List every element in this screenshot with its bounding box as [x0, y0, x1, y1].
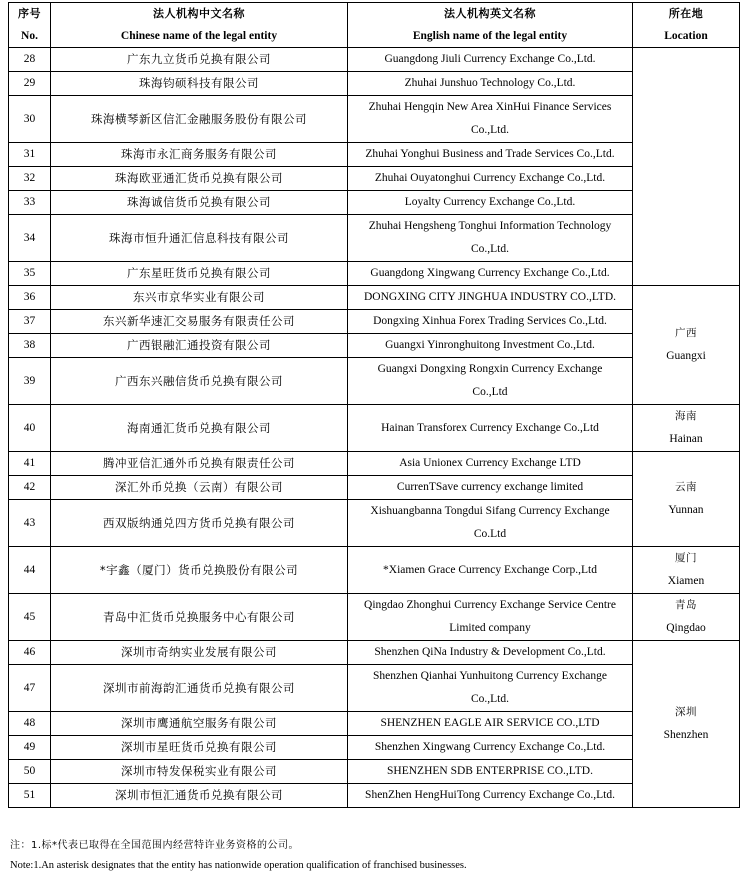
english-name-line: Asia Unionex Currency Exchange LTD — [399, 457, 581, 469]
chinese-name-cell: 珠海市恒升通汇信息科技有限公司 — [51, 215, 348, 262]
english-name-cell — [348, 286, 633, 310]
row-number: 44 — [9, 547, 51, 594]
english-name-line: SHENZHEN SDB ENTERPRISE CO.,LTD. — [387, 765, 593, 777]
row-number: 49 — [9, 736, 51, 760]
table-row — [9, 547, 740, 594]
table-row — [9, 641, 740, 665]
english-name-line: Dongxing Xinhua Forex Trading Services Co.,Ltd. — [373, 315, 607, 327]
location-cell — [633, 547, 740, 594]
chinese-name-cell: 东兴新华速汇交易服务有限责任公司 — [51, 310, 348, 334]
english-name-line: Co.,Ltd. — [470, 124, 509, 136]
table-row — [9, 167, 740, 191]
location-english: Yunnan — [668, 504, 704, 516]
table-row — [9, 48, 740, 72]
table-row — [9, 96, 740, 143]
chinese-name-cell: 广东九立货币兑换有限公司 — [51, 48, 348, 72]
english-name-line: *Xiamen Grace Currency Exchange Corp.,Ltd — [383, 563, 597, 576]
table-row — [9, 405, 740, 452]
location-cell — [633, 405, 740, 452]
english-name-line: Co.,Ltd. — [470, 243, 509, 255]
table-row — [9, 72, 740, 96]
location-english: Hainan — [669, 433, 703, 445]
english-name-cell — [348, 405, 633, 452]
table-row — [9, 784, 740, 808]
english-name-cell — [348, 547, 633, 594]
row-number: 43 — [9, 500, 51, 547]
table-row — [9, 215, 740, 262]
table-row — [9, 500, 740, 547]
location-chinese: 厦门 — [675, 552, 697, 564]
table-row — [9, 712, 740, 736]
english-name-cell — [348, 760, 633, 784]
row-number: 34 — [9, 215, 51, 262]
table-row — [9, 665, 740, 712]
chinese-name-cell: 腾冲亚信汇通外币兑换有限责任公司 — [51, 452, 348, 476]
row-number: 33 — [9, 191, 51, 215]
table-row — [9, 476, 740, 500]
english-name-cell — [348, 594, 633, 641]
row-number: 38 — [9, 334, 51, 358]
row-number: 32 — [9, 167, 51, 191]
table-row — [9, 358, 740, 405]
english-name-line: Guangxi Yinronghuitong Investment Co.,Ltd. — [385, 339, 595, 351]
chinese-name-cell: 珠海横琴新区信汇金融服务股份有限公司 — [51, 96, 348, 143]
chinese-name-cell: 珠海钧硕科技有限公司 — [51, 72, 348, 96]
table-row — [9, 262, 740, 286]
chinese-name-cell: 深圳市特发保税实业有限公司 — [51, 760, 348, 784]
table-row — [9, 736, 740, 760]
row-number: 31 — [9, 143, 51, 167]
location-cell — [633, 452, 740, 547]
row-number: 45 — [9, 594, 51, 641]
english-name-line: Zhuhai Yonghui Business and Trade Services Co.,Ltd. — [365, 148, 615, 160]
english-name-cell — [348, 641, 633, 665]
english-name-line: Shenzhen QiNa Industry & Development Co.,Ltd. — [374, 646, 606, 658]
location-chinese: 广西 — [675, 327, 697, 339]
english-name-line: Zhuhai Hengqin New Area XinHui Finance Services — [368, 101, 612, 113]
english-name-line: Xishuangbanna Tongdui Sifang Currency Exchange — [370, 505, 610, 517]
location-chinese: 深圳 — [675, 706, 697, 718]
english-name-cell — [348, 48, 633, 72]
english-name-line: Guangxi Dongxing Rongxin Currency Exchange — [377, 363, 603, 375]
location-chinese: 云南 — [675, 481, 697, 493]
english-name-cell — [348, 712, 633, 736]
chinese-name-cell: 珠海诚信货币兑换有限公司 — [51, 191, 348, 215]
location-cell — [633, 594, 740, 641]
row-number: 29 — [9, 72, 51, 96]
english-name-line: Loyalty Currency Exchange Co.,Ltd. — [404, 196, 576, 208]
english-name-line: Co.Ltd — [473, 528, 507, 540]
english-name-line: Shenzhen Xingwang Currency Exchange Co.,Ltd. — [374, 741, 606, 753]
location-cell — [633, 48, 740, 286]
chinese-name-cell: 深圳市星旺货币兑换有限公司 — [51, 736, 348, 760]
english-name-cell — [348, 191, 633, 215]
row-number: 51 — [9, 784, 51, 808]
header-chinese-name: 法人机构中文名称 Chinese name of the legal entity — [51, 3, 348, 48]
english-name-line: Guangdong Jiuli Currency Exchange Co.,Ltd. — [384, 53, 596, 65]
location-chinese: 青岛 — [675, 599, 697, 611]
chinese-name-cell: 深汇外币兑换（云南）有限公司 — [51, 476, 348, 500]
english-name-line: Co.,Ltd. — [470, 693, 509, 705]
location-english: Guangxi — [666, 350, 706, 362]
english-name-cell — [348, 334, 633, 358]
row-number: 35 — [9, 262, 51, 286]
footnote-english: Note:1.An asterisk designates that the entity has nationwide operation qualification of franchised businesses. — [10, 860, 467, 871]
english-name-line: ShenZhen HengHuiTong Currency Exchange Co.,Ltd. — [365, 789, 615, 801]
english-name-line: DONGXING CITY JINGHUA INDUSTRY CO.,LTD. — [363, 291, 617, 303]
table-row — [9, 143, 740, 167]
chinese-name-cell: 深圳市恒汇通货币兑换有限公司 — [51, 784, 348, 808]
chinese-name-cell: 珠海欧亚通汇货币兑换有限公司 — [51, 167, 348, 191]
table-body — [9, 48, 740, 808]
english-name-line: Hainan Transforex Currency Exchange Co.,Ltd — [381, 421, 599, 434]
table-row — [9, 310, 740, 334]
row-number: 28 — [9, 48, 51, 72]
english-name-line: CurrenTSave currency exchange limited — [396, 481, 584, 493]
chinese-name-cell: 海南通汇货币兑换有限公司 — [51, 405, 348, 452]
location-english: Qingdao — [666, 622, 706, 634]
chinese-name-cell: 深圳市鹰通航空服务有限公司 — [51, 712, 348, 736]
english-name-line: Zhuhai Hengsheng Tonghui Information Technology — [368, 220, 612, 232]
table-row — [9, 452, 740, 476]
english-name-line: SHENZHEN EAGLE AIR SERVICE CO.,LTD — [380, 717, 600, 729]
english-name-cell — [348, 310, 633, 334]
chinese-name-cell: 广西银融汇通投资有限公司 — [51, 334, 348, 358]
english-name-cell — [348, 736, 633, 760]
legal-entity-table — [8, 2, 740, 808]
table-row — [9, 334, 740, 358]
row-number: 30 — [9, 96, 51, 143]
location-english: Shenzhen — [663, 729, 709, 741]
english-name-cell — [348, 500, 633, 547]
row-number: 48 — [9, 712, 51, 736]
english-name-cell — [348, 358, 633, 405]
row-number: 42 — [9, 476, 51, 500]
row-number: 36 — [9, 286, 51, 310]
chinese-name-cell: 东兴市京华实业有限公司 — [51, 286, 348, 310]
location-chinese: 海南 — [675, 410, 697, 422]
chinese-name-cell: 深圳市前海韵汇通货币兑换有限公司 — [51, 665, 348, 712]
english-name-line: Zhuhai Ouyatonghui Currency Exchange Co.,Ltd. — [374, 172, 606, 184]
english-name-line: Shenzhen Qianhai Yunhuitong Currency Exchange — [373, 670, 607, 682]
location-cell — [633, 641, 740, 808]
table-header-row — [9, 3, 740, 48]
table-row — [9, 594, 740, 641]
row-number: 39 — [9, 358, 51, 405]
header-no: 序号 No. — [9, 3, 51, 48]
english-name-cell — [348, 96, 633, 143]
english-name-cell — [348, 167, 633, 191]
row-number: 37 — [9, 310, 51, 334]
english-name-cell — [348, 72, 633, 96]
row-number: 50 — [9, 760, 51, 784]
english-name-line: Qingdao Zhonghui Currency Exchange Service Centre — [364, 599, 616, 611]
english-name-cell — [348, 476, 633, 500]
chinese-name-cell: 深圳市奇纳实业发展有限公司 — [51, 641, 348, 665]
english-name-line: Co.,Ltd — [472, 386, 508, 398]
chinese-name-cell: 青岛中汇货币兑换服务中心有限公司 — [51, 594, 348, 641]
chinese-name-cell: 西双版纳通兑四方货币兑换有限公司 — [51, 500, 348, 547]
english-name-cell — [348, 665, 633, 712]
english-name-line: Limited company — [449, 622, 531, 634]
chinese-name-cell: 广西东兴融信货币兑换有限公司 — [51, 358, 348, 405]
english-name-cell — [348, 143, 633, 167]
row-number: 46 — [9, 641, 51, 665]
chinese-name-cell: 广东星旺货币兑换有限公司 — [51, 262, 348, 286]
english-name-cell — [348, 262, 633, 286]
chinese-name-cell: 珠海市永汇商务服务有限公司 — [51, 143, 348, 167]
header-english-name: 法人机构英文名称 English name of the legal entity — [348, 3, 633, 48]
header-location: 所在地 Location — [633, 3, 740, 48]
chinese-name-cell: *宇鑫（厦门）货币兑换股份有限公司 — [51, 547, 348, 594]
row-number: 47 — [9, 665, 51, 712]
row-number: 40 — [9, 405, 51, 452]
english-name-line: Zhuhai Junshuo Technology Co.,Ltd. — [404, 77, 576, 89]
footnotes — [10, 836, 467, 876]
english-name-cell — [348, 215, 633, 262]
table-row — [9, 191, 740, 215]
table-row — [9, 760, 740, 784]
row-number: 41 — [9, 452, 51, 476]
english-name-cell — [348, 452, 633, 476]
location-english: Xiamen — [667, 575, 705, 587]
table-row — [9, 286, 740, 310]
english-name-line: Guangdong Xingwang Currency Exchange Co.,Ltd. — [370, 267, 610, 279]
location-cell — [633, 286, 740, 405]
footnote-chinese: 注：1.标*代表已取得在全国范围内经营特许业务资格的公司。 — [10, 840, 300, 851]
english-name-cell — [348, 784, 633, 808]
